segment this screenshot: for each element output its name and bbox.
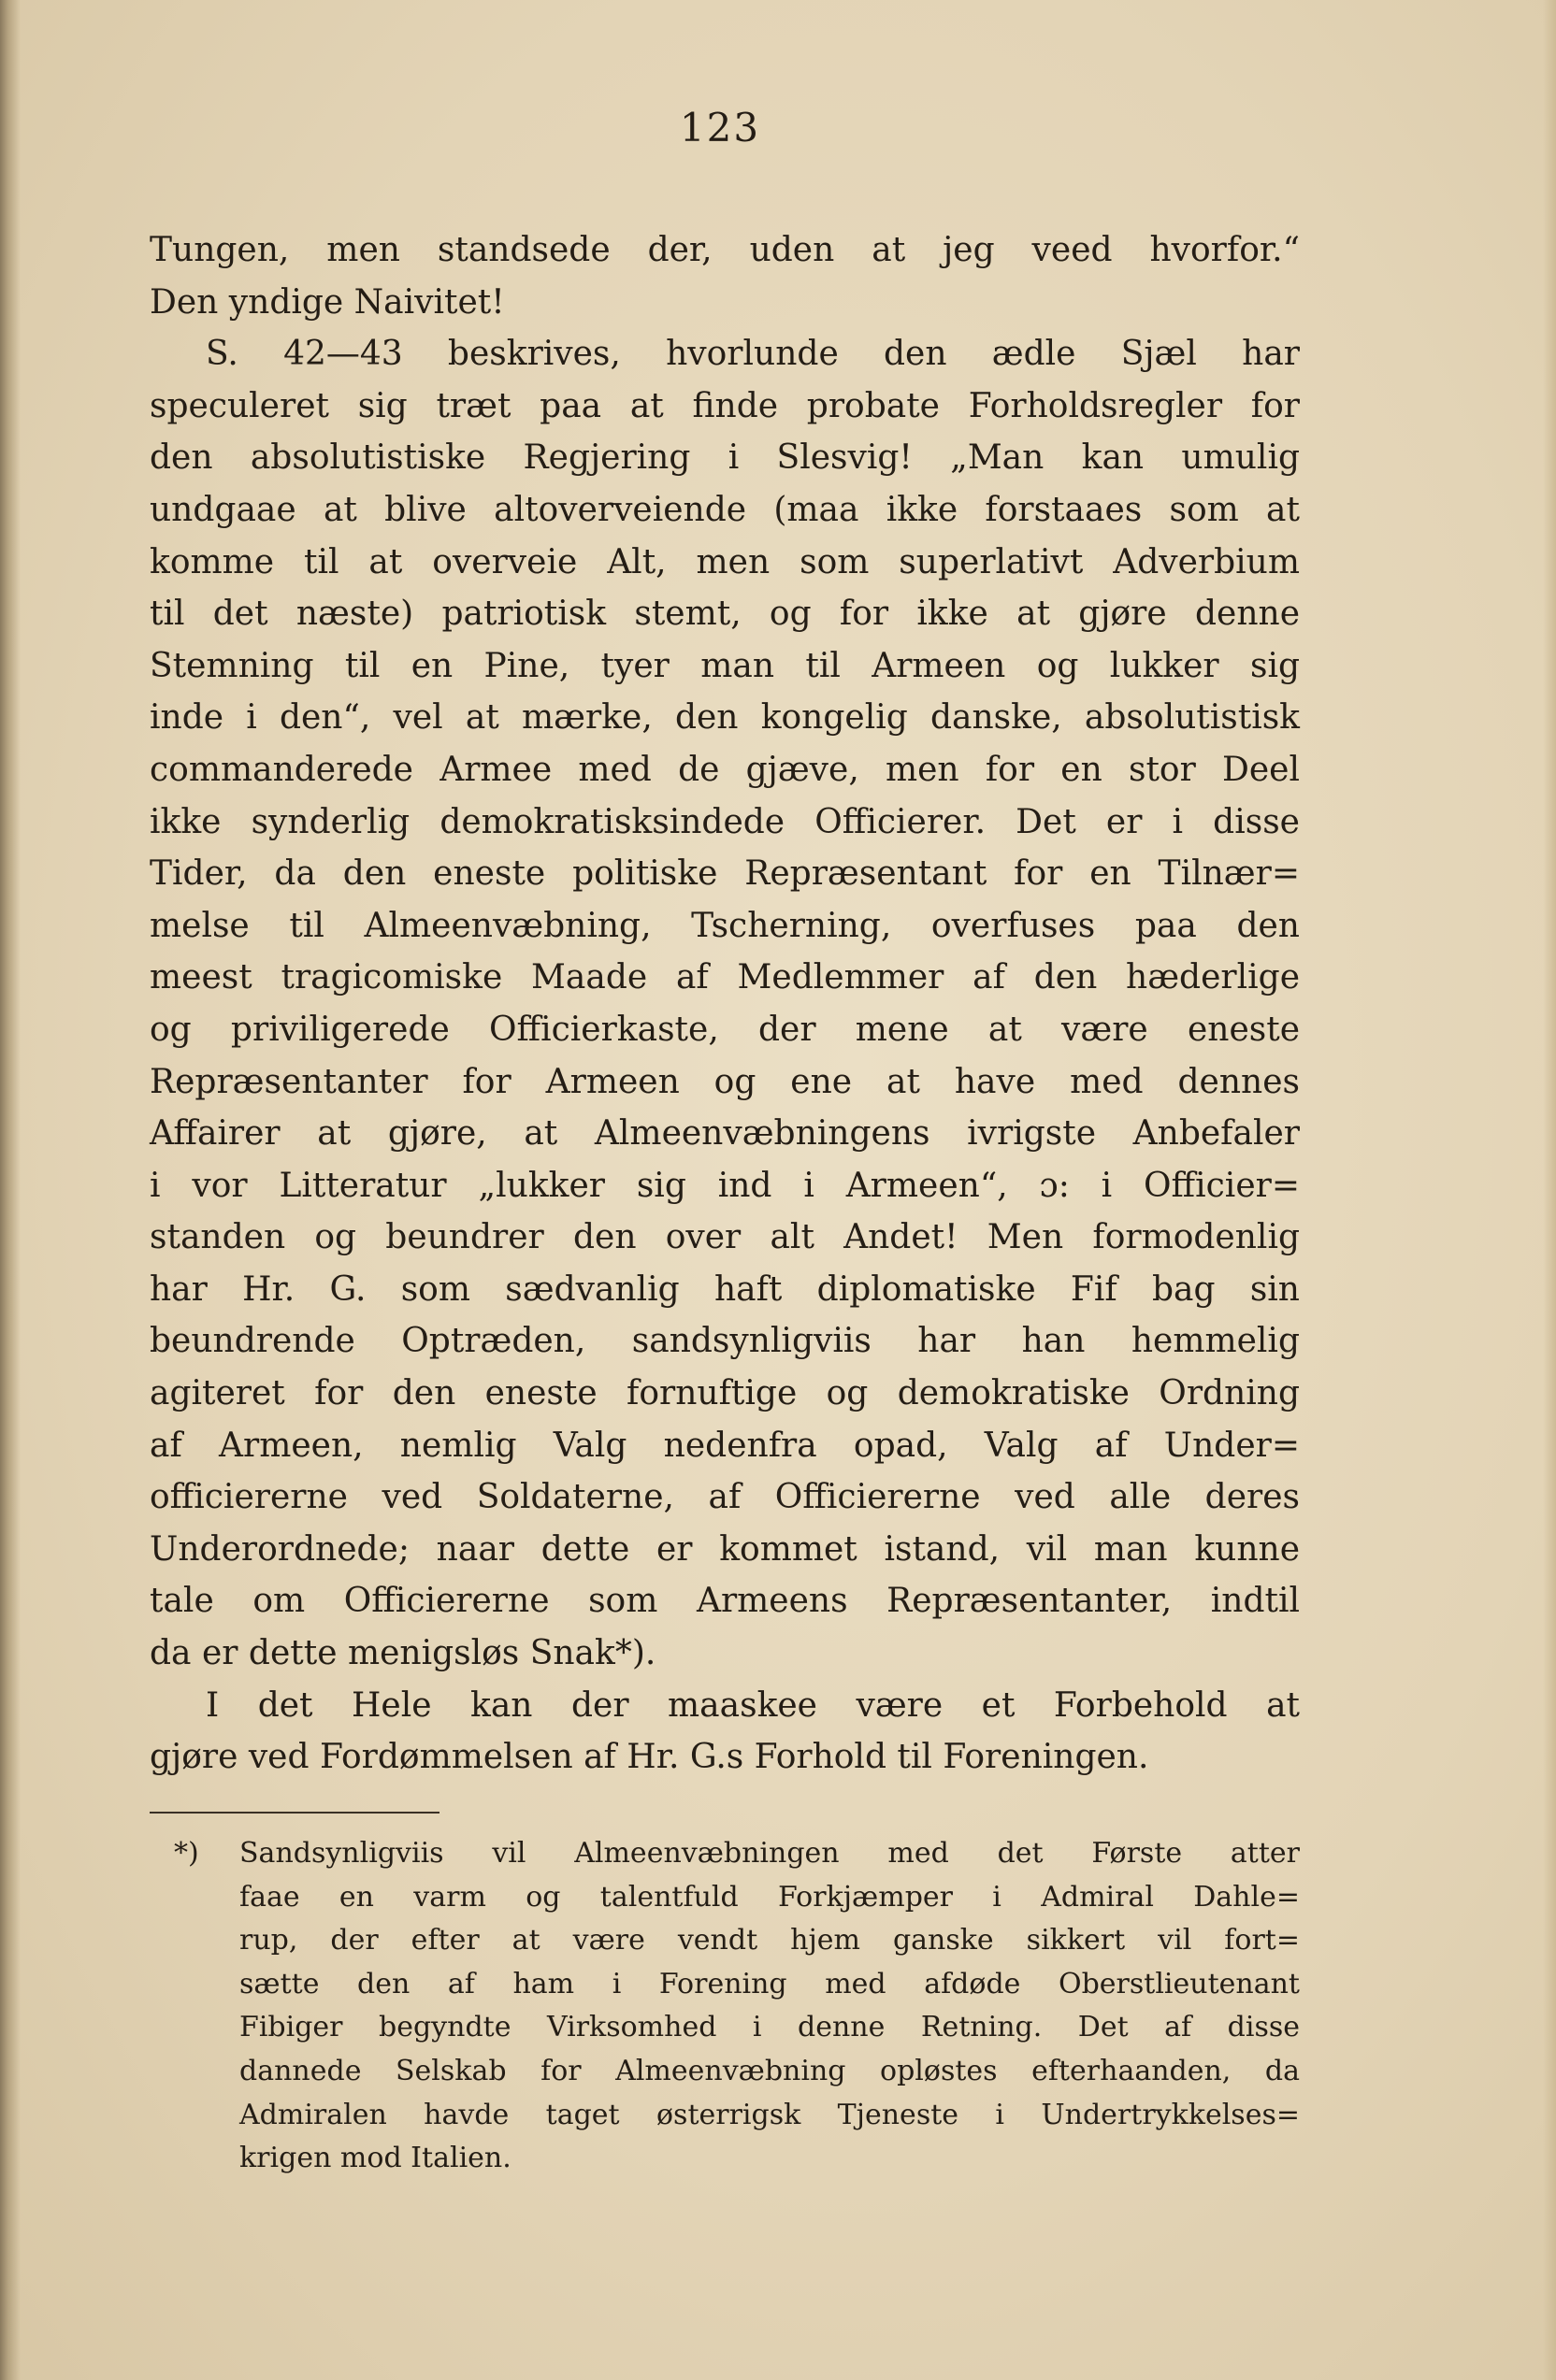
body-text [150,224,1300,1784]
text-line: standen og beundrer den over alt Andet! Men formodenlig [150,1218,1300,1257]
text-line: I det Hele kan der maaskee være et Forbehold at [206,1685,1300,1725]
text-line: agiteret for den eneste fornuftige og demokratiske Ordning [150,1374,1300,1413]
text-line: Stemning til en Pine, tyer man til Armeen og lukker sig [150,646,1300,685]
footnote-line: rup, der efter at være vendt hjem ganske sikkert vil fort= [239,1924,1300,1957]
text-line: af Armeen, nemlig Valg nedenfra opad, Valg af Under= [150,1426,1300,1465]
text-line: komme til at overveie Alt, men som superlativt Adverbium [150,542,1300,581]
text-line: til det næste) patriotisk stemt, og for ikke at gjøre denne [150,595,1300,634]
text-line: Repræsentanter for Armeen og ene at have med dennes [150,1062,1300,1101]
text-line: ikke synderlig demokratisksindede Officierer. Det er i disse [150,802,1300,841]
text-line: inde i den“, vel at mærke, den kongelig danske, absolutistisk [150,698,1300,738]
text-line: meest tragicomiske Maade af Medlemmer af den hæderlige [150,958,1300,997]
footnote-line: Fibiger begyndte Virksomhed i denne Retning. Det af disse [239,2011,1300,2044]
text-line: commanderede Armee med de gjæve, men for en stor Deel [150,750,1300,789]
footnote-line: krigen mod Italien. [239,2142,511,2175]
text-line: gjøre ved Fordømmelsen af Hr. G.s Forhold til Foreningen. [150,1738,1149,1777]
text-line: Affairer at gjøre, at Almeenvæbningens ivrigste Anbefaler [150,1114,1300,1154]
text-line: i vor Litteratur „lukker sig ind i Armeen“, ɔ: i Officier= [150,1166,1300,1205]
footnote-marker: *) [174,1837,199,1870]
text-line: Tider, da den eneste politiske Repræsentant for en Tilnær= [150,854,1300,894]
text-line: Tungen, men standsede der, uden at jeg veed hvorfor.“ [150,231,1300,269]
text-line: melse til Almeenvæbning, Tscherning, overfuses paa den [150,906,1300,945]
text-line: beundrende Optræden, sandsynligviis har han hemmelig [150,1322,1300,1361]
footnote [174,1832,1300,2181]
footnote-line: Admiralen havde taget østerrigsk Tjeneste i Undertrykkelses= [239,2098,1300,2131]
text-line: speculeret sig træt paa at finde probate Forholdsregler for [150,386,1300,425]
page-edge [1543,0,1556,2380]
spine-shadow [0,0,21,2380]
footnote-line-text: Sandsynligviis vil Almeenvæbningen med det Første atter [239,1837,1300,1870]
footnote-line: faae en varm og talentfuld Forkjæmper i Admiral Dahle= [239,1880,1300,1914]
footnote-line: sætte den af ham i Forening med afdøde Oberstlieutenant [239,1967,1300,2000]
text-line: undgaae at blive altoverveiende (maa ikke forstaaes som at [150,490,1300,529]
text-line: den absolutistiske Regjering i Slesvig! „Man kan umulig [150,438,1300,478]
footnote-rule [150,1812,439,1814]
text-line: tale om Officiererne som Armeens Repræsentanter, indtil [150,1582,1300,1621]
text-line: Underordnede; naar dette er kommet istand, vil man kunne [150,1529,1300,1569]
text-line: Den yndige Naivitet! [150,282,505,322]
footnote-line: dannede Selskab for Almeenvæbning opløstes efterhaanden, da [239,2054,1300,2087]
text-line: da er dette menigsløs Snak*). [150,1634,656,1673]
text-line: har Hr. G. som sædvanlig haft diplomatiske Fif bag sin [150,1269,1300,1309]
text-line: og priviligerede Officierkaste, der mene at være eneste [150,1010,1300,1049]
text-line: S. 42—43 beskrives, hvorlunde den ædle Sjæl har [206,335,1300,374]
footnote-line [174,1832,1300,1876]
page-number: 123 [679,105,761,151]
text-line: officiererne ved Soldaterne, af Officiererne ved alle deres [150,1478,1300,1517]
